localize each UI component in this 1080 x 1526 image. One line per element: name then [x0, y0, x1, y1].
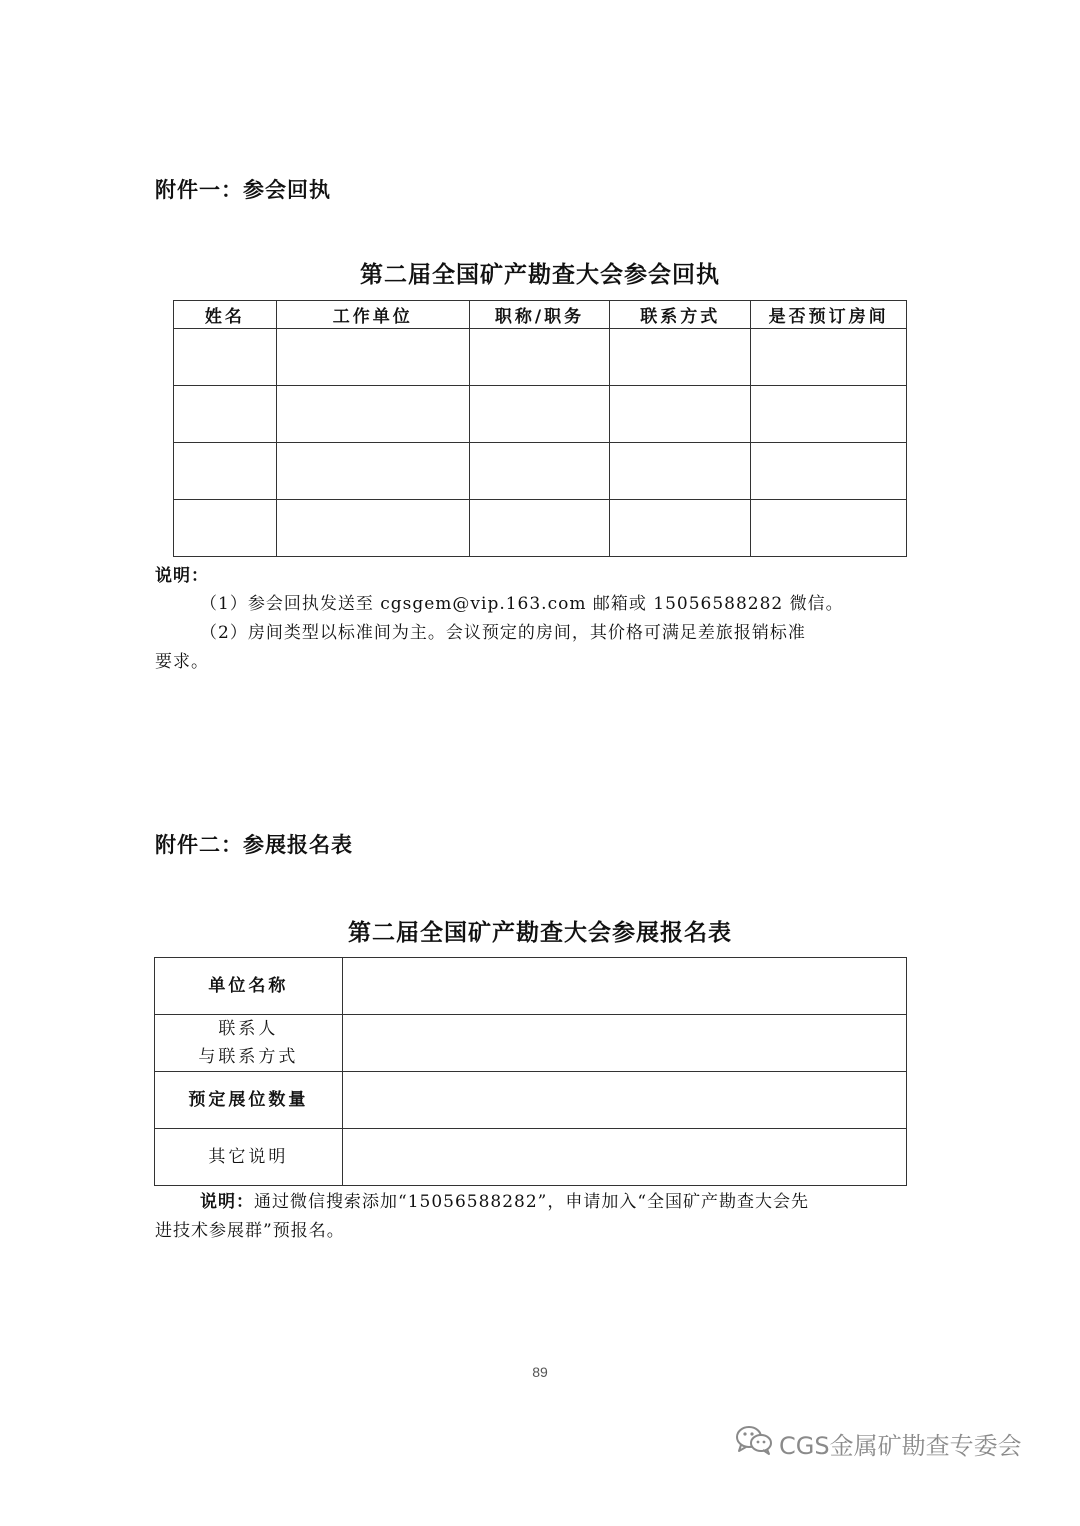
- attachment2-note: [200, 1187, 809, 1218]
- table-row: [155, 1015, 907, 1072]
- receipt-table: [173, 300, 907, 557]
- contact-label-line2: 与联系方式: [198, 1047, 299, 1067]
- table-cell[interactable]: [751, 329, 907, 386]
- table-row: [155, 958, 907, 1015]
- col-header-room: 是否预订房间: [751, 301, 907, 329]
- watermark-text: CGS金属矿勘查专委会: [779, 1431, 1022, 1460]
- contact-label-line1: 联系人: [218, 1019, 279, 1039]
- table-cell[interactable]: [276, 500, 469, 557]
- attachment1-title: 第二届全国矿产勘查大会参会回执: [360, 262, 720, 288]
- table-row: [155, 1129, 907, 1186]
- table-cell[interactable]: [276, 443, 469, 500]
- table-row: [174, 386, 907, 443]
- col-header-name: 姓名: [174, 301, 277, 329]
- table-cell[interactable]: [174, 443, 277, 500]
- table-cell[interactable]: [610, 500, 751, 557]
- attachment1-note1: （1）参会回执发送至 cgsgem@vip.163.com 邮箱或 15056588282 微信。: [200, 594, 844, 614]
- unit-name-label: 单位名称: [155, 958, 343, 1015]
- table-cell[interactable]: [469, 386, 610, 443]
- table-row: [174, 443, 907, 500]
- table-row: [174, 500, 907, 557]
- other-notes-label: 其它说明: [155, 1129, 343, 1186]
- table-cell[interactable]: [751, 500, 907, 557]
- table-row: [155, 1072, 907, 1129]
- attachment1-notes-label: 说明：: [155, 566, 209, 586]
- attachment1-note2: （2）房间类型以标准间为主。会议预定的房间，其价格可满足差旅报销标准: [200, 623, 806, 643]
- table-cell[interactable]: [751, 386, 907, 443]
- expo-registration-table: [154, 957, 907, 1186]
- attachment2-note-label: 说明：: [200, 1192, 254, 1212]
- table-cell[interactable]: [469, 329, 610, 386]
- watermark: [735, 1424, 1022, 1462]
- contact-field[interactable]: [342, 1015, 906, 1072]
- table-cell[interactable]: [174, 500, 277, 557]
- table-cell[interactable]: [276, 329, 469, 386]
- unit-name-field[interactable]: [342, 958, 906, 1015]
- table-cell[interactable]: [174, 329, 277, 386]
- table-cell[interactable]: [610, 443, 751, 500]
- booth-count-label: 预定展位数量: [155, 1072, 343, 1129]
- attachment2-heading: 附件二：参展报名表: [155, 833, 353, 857]
- wechat-icon: [735, 1424, 773, 1462]
- attachment1-heading: 附件一：参会回执: [155, 178, 331, 202]
- table-cell[interactable]: [469, 443, 610, 500]
- table-cell[interactable]: [469, 500, 610, 557]
- col-header-title: 职称/职务: [469, 301, 610, 329]
- other-notes-field[interactable]: [342, 1129, 906, 1186]
- table-cell[interactable]: [276, 386, 469, 443]
- receipt-table-header: [174, 301, 907, 329]
- table-cell[interactable]: [174, 386, 277, 443]
- contact-label: [155, 1015, 343, 1072]
- page-number: 89: [532, 1364, 548, 1380]
- table-cell[interactable]: [610, 329, 751, 386]
- booth-count-field[interactable]: [342, 1072, 906, 1129]
- attachment1-note2-continued: 要求。: [155, 652, 209, 672]
- table-row: [174, 329, 907, 386]
- attachment2-note-text: 通过微信搜索添加“15056588282”，申请加入“全国矿产勘查大会先: [254, 1192, 810, 1212]
- col-header-contact: 联系方式: [610, 301, 751, 329]
- attachment2-title: 第二届全国矿产勘查大会参展报名表: [348, 920, 732, 946]
- table-cell[interactable]: [610, 386, 751, 443]
- table-cell[interactable]: [751, 443, 907, 500]
- col-header-employer: 工作单位: [276, 301, 469, 329]
- attachment2-note-continued: 进技术参展群”预报名。: [155, 1221, 345, 1241]
